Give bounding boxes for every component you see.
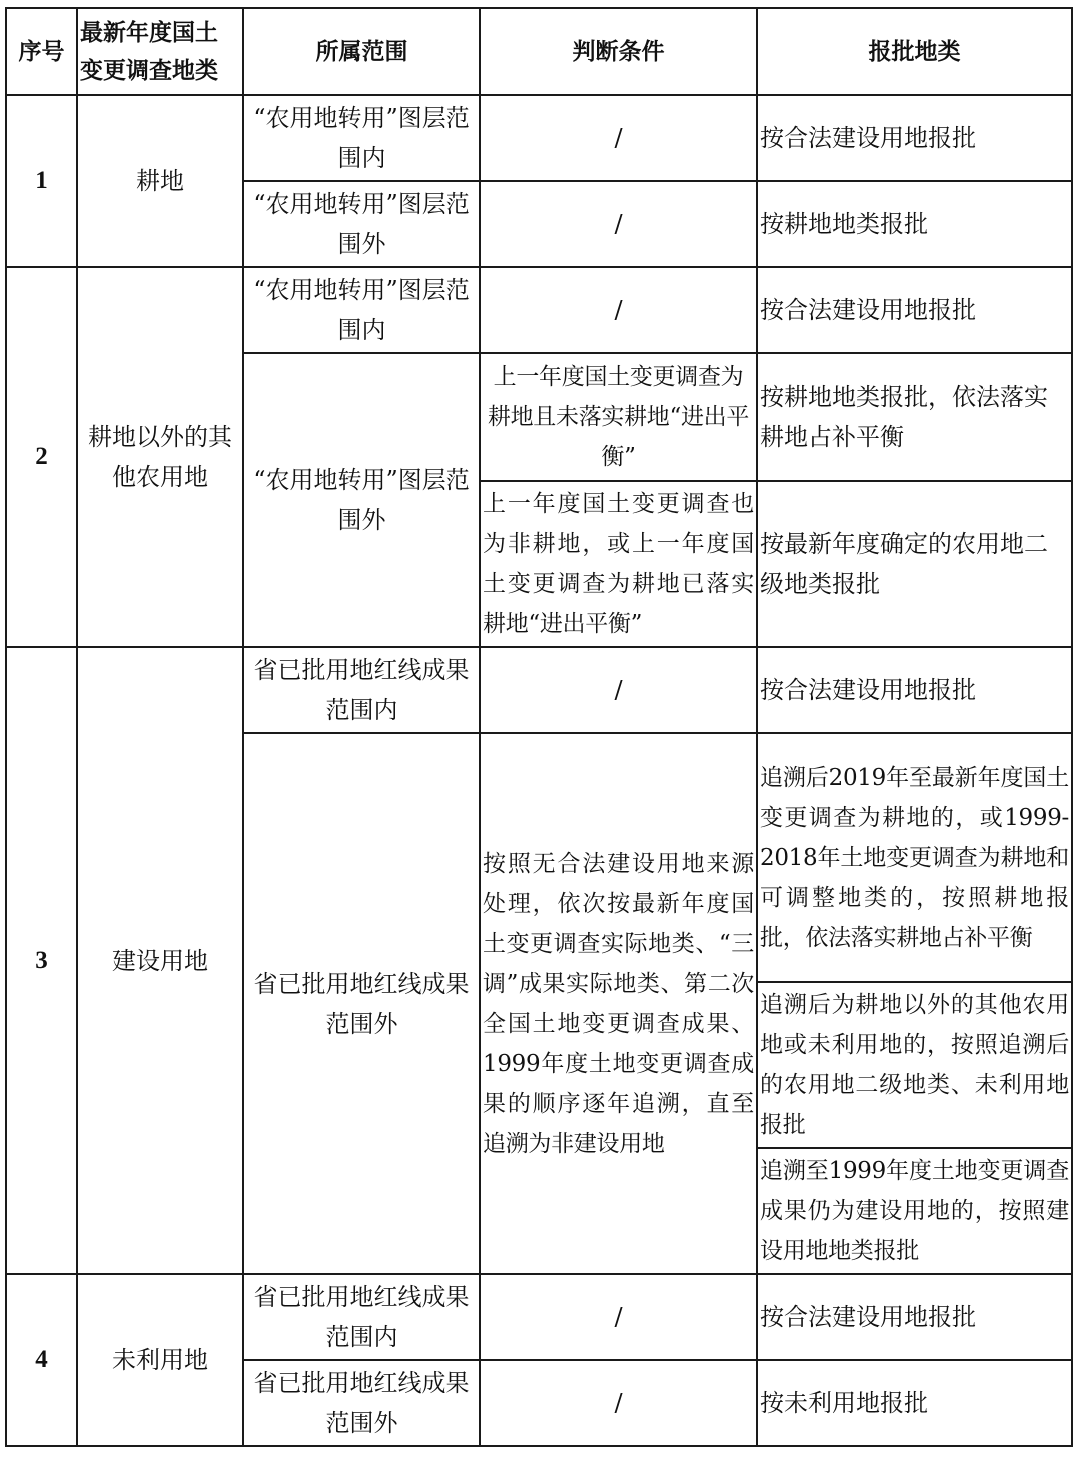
condition-cell: / [480, 95, 757, 181]
header-approval: 报批地类 [757, 8, 1072, 95]
approval-cell: 追溯至1999年度土地变更调查成果仍为建设用地的，按照建设用地地类报批 [757, 1148, 1072, 1274]
approval-cell: 追溯后为耕地以外的其他农用地或未利用地的，按照追溯后的农用地二级地类、未利用地报批 [757, 982, 1072, 1148]
header-row [6, 8, 1072, 95]
approval-cell: 按合法建设用地报批 [757, 267, 1072, 353]
approval-cell: 按未利用地报批 [757, 1360, 1072, 1446]
condition-cell: 上一年度国土变更调查也为非耕地，或上一年度国土变更调查为耕地已落实耕地“进出平衡” [480, 481, 757, 647]
condition-cell: / [480, 181, 757, 267]
category-cell: 未利用地 [77, 1274, 243, 1446]
scope-cell: “农用地转用”图层范围外 [243, 181, 480, 267]
category-cell: 耕地 [77, 95, 243, 267]
approval-cell: 按合法建设用地报批 [757, 95, 1072, 181]
condition-cell: / [480, 1360, 757, 1446]
table-row [6, 1274, 1072, 1360]
scope-cell: 省已批用地红线成果范围内 [243, 1274, 480, 1360]
condition-cell: 上一年度国土变更调查为耕地且未落实耕地“进出平衡” [480, 353, 757, 481]
scope-cell: 省已批用地红线成果范围外 [243, 733, 480, 1274]
header-seq: 序号 [6, 8, 77, 95]
header-condition: 判断条件 [480, 8, 757, 95]
header-category: 最新年度国土变更调查地类 [77, 8, 243, 95]
approval-cell: 按合法建设用地报批 [757, 1274, 1072, 1360]
row-number: 1 [6, 95, 77, 267]
approval-cell: 按最新年度确定的农用地二级地类报批 [757, 481, 1072, 647]
land-approval-table [5, 7, 1073, 1447]
approval-cell: 按合法建设用地报批 [757, 647, 1072, 733]
scope-cell: “农用地转用”图层范围内 [243, 95, 480, 181]
category-cell: 耕地以外的其他农用地 [77, 267, 243, 647]
row-number: 3 [6, 647, 77, 1274]
condition-cell: / [480, 1274, 757, 1360]
approval-cell: 按耕地地类报批，依法落实耕地占补平衡 [757, 353, 1072, 481]
condition-cell: 按照无合法建设用地来源处理，依次按最新年度国土变更调查实际地类、“三调”成果实际地类、第二次全国土地变更调查成果、1999年度土地变更调查成果的顺序逐年追溯，直至追溯为非建设用地 [480, 733, 757, 1274]
scope-cell: 省已批用地红线成果范围外 [243, 1360, 480, 1446]
condition-cell: / [480, 267, 757, 353]
condition-cell: / [480, 647, 757, 733]
header-scope: 所属范围 [243, 8, 480, 95]
category-cell: 建设用地 [77, 647, 243, 1274]
row-number: 2 [6, 267, 77, 647]
table-row [6, 647, 1072, 733]
table-row [6, 267, 1072, 353]
approval-cell: 追溯后2019年至最新年度国土变更调查为耕地的，或1999-2018年土地变更调查为耕地和可调整地类的，按照耕地报批，依法落实耕地占补平衡 [757, 733, 1072, 982]
row-number: 4 [6, 1274, 77, 1446]
table-row [6, 95, 1072, 181]
approval-cell: 按耕地地类报批 [757, 181, 1072, 267]
scope-cell: “农用地转用”图层范围内 [243, 267, 480, 353]
scope-cell: 省已批用地红线成果范围内 [243, 647, 480, 733]
scope-cell: “农用地转用”图层范围外 [243, 353, 480, 647]
